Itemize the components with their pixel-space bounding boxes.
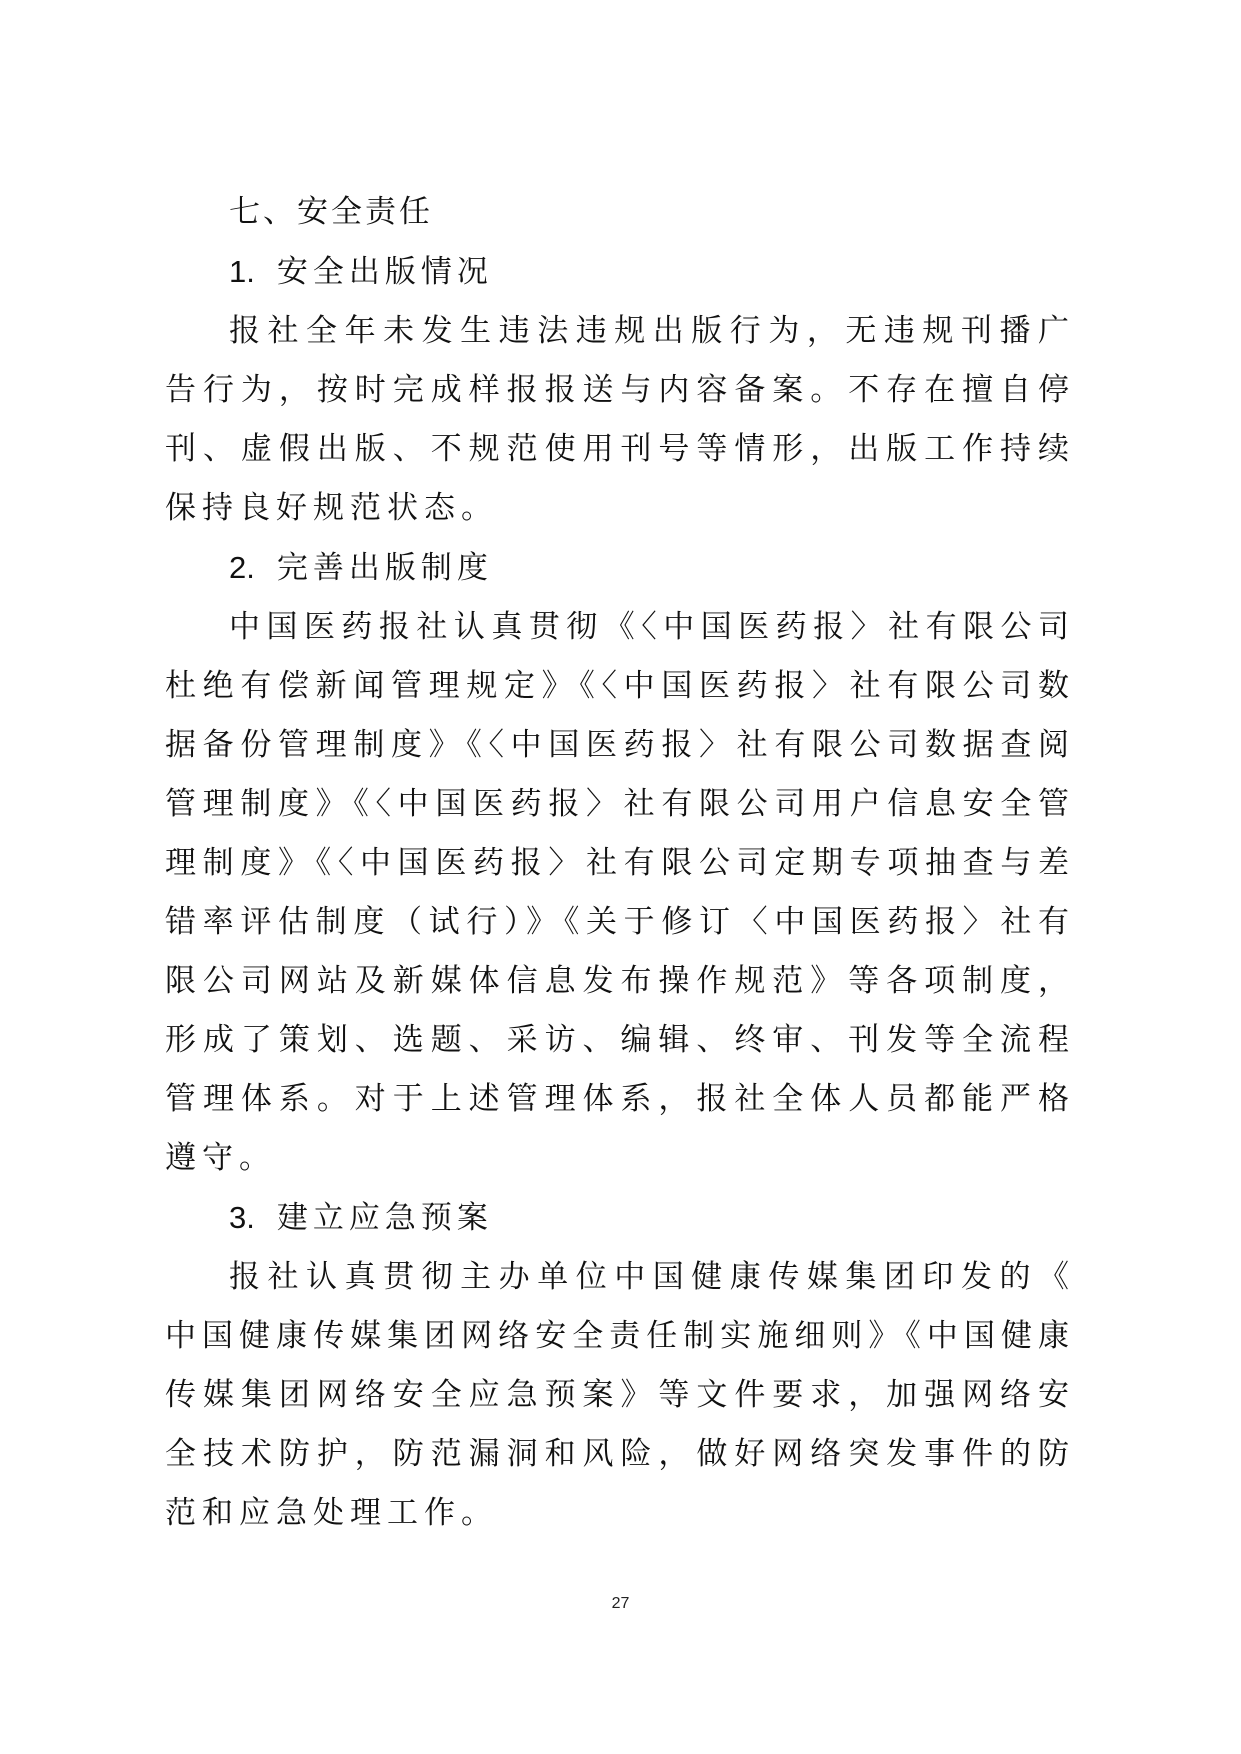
page-number: 27 <box>611 1595 630 1612</box>
subsection-paragraph-3: 报社认真贯彻主办单位中国健康传媒集团印发的《中国健康传媒集团网络安全责任制实施细则》《中国健康传媒集团网络安全应急预案》等文件要求，加强网络安全技术防护，防范漏洞和风险，做好网络突发事件的防范和应急处理工作。 <box>165 1259 1075 1531</box>
subsection-title-2: 完善出版制度 <box>276 550 493 586</box>
subsection-paragraph-1: 报社全年未发生违法违规出版行为，无违规刊播广告行为，按时完成样报报送与内容备案。不存在擅自停刊、虚假出版、不规范使用刊号等情形，出版工作持续保持良好规范状态。 <box>165 313 1075 526</box>
subsection-title-3: 建立应急预案 <box>276 1200 493 1236</box>
subsection-heading-1 <box>165 242 1075 302</box>
page-content <box>165 183 1075 1543</box>
subsection-paragraph-2: 中国医药报社认真贯彻《〈中国医药报〉社有限公司杜绝有偿新闻管理规定》《〈中国医药报〉社有限公司数据备份管理制度》《〈中国医药报〉社有限公司数据查阅管理制度》《〈中国医药报〉社有限公司用户信息安全管理制度》《〈中国医药报〉社有限公司定期专项抽查与差错率评估制度（试行）》《关于修订〈中国医药报〉社有限公司网站及新媒体信息发布操作规范》等各项制度，形成了策划、选题、采访、编辑、终审、刊发等全流程管理体系。对于上述管理体系，报社全体人员都能严格遵守。 <box>165 609 1075 1176</box>
subsection-number-3: 3. <box>229 1200 255 1235</box>
subsection-heading-3 <box>165 1188 1075 1248</box>
section-title: 七、安全责任 <box>229 194 433 230</box>
subsection-heading-2 <box>165 538 1075 598</box>
subsection-number-2: 2. <box>229 550 255 585</box>
subsection-number-1: 1. <box>229 254 255 289</box>
subsection-title-1: 安全出版情况 <box>276 254 493 290</box>
